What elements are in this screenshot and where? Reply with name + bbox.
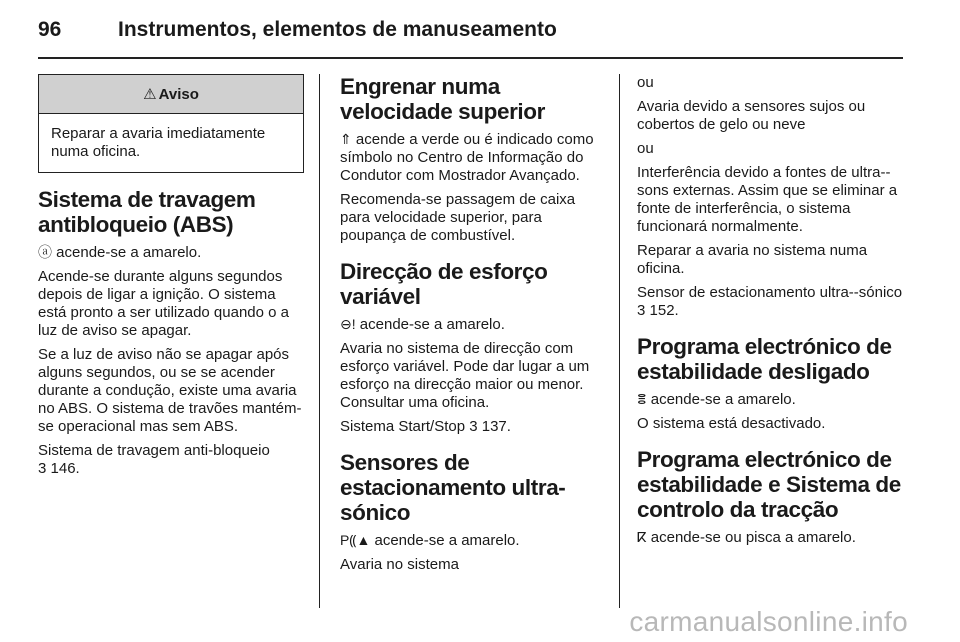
- watermark: carmanualsonline.info: [629, 606, 908, 637]
- parking-indicator-text: acende-se a amarelo.: [374, 532, 520, 549]
- parking-cont-paragraph: Reparar a avaria no sistema numa oficina.: [637, 242, 868, 277]
- parking-sensor-icon: P⸨▲: [340, 532, 371, 548]
- parking-cont-paragraph: Interferência devido a fontes de ultra--sons externas. Assim que se eliminar a fonte de interferência, o sistema funcionará normalmente.: [637, 164, 898, 235]
- esp-tc-indicator-text: acende-se ou pisca a amarelo.: [650, 529, 856, 546]
- steering-warning-icon: ⊖!: [340, 316, 356, 332]
- column-3: [637, 74, 907, 553]
- esp-off-paragraph: O sistema está desactivado.: [637, 415, 826, 432]
- steering-reference-page[interactable]: 137.: [481, 418, 511, 435]
- abs-reference: [38, 442, 304, 478]
- column-divider: [619, 74, 620, 608]
- steering-reference-text: Sistema Start/Stop: [340, 418, 466, 435]
- esp-off-icon: ⴻ: [637, 391, 647, 407]
- abs-indicator-line: [38, 243, 304, 262]
- steering-paragraph: Avaria no sistema de direcção com esforço variável. Pode dar lugar a um esforço na direcção maior ou menor. Consultar uma oficina.: [340, 340, 590, 411]
- page-ref-arrow-icon: 3: [637, 302, 646, 319]
- parking-heading: Sensores de estacionamento ultra-sónico: [340, 450, 566, 525]
- esp-off-heading: Programa electrónico de estabilidade desligado: [637, 334, 892, 384]
- column-1: [38, 74, 304, 484]
- esp-tc-heading: Programa electrónico de estabilidade e Sistema de controlo da tracção: [637, 447, 901, 522]
- upshift-text: acende a verde ou é indicado como símbolo no Centro de Informação do Condutor com Mostrador Avançado.: [340, 131, 594, 184]
- parking-paragraph: Avaria no sistema: [340, 556, 459, 573]
- page-ref-arrow-icon: 3: [469, 418, 478, 435]
- abs-heading: Sistema de travagem antibloqueio (ABS): [38, 187, 256, 237]
- header-divider: [38, 57, 903, 59]
- running-title: Instrumentos, elementos de manuseamento: [118, 18, 557, 41]
- steering-indicator-text: acende-se a amarelo.: [359, 316, 505, 333]
- parking-reference-page[interactable]: 152.: [649, 302, 679, 319]
- upshift-paragraph: Recomenda-se passagem de caixa para velocidade superior, para poupança de combustível.: [340, 191, 576, 244]
- parking-cont-paragraph: ou: [637, 140, 654, 157]
- page-ref-arrow-icon: 3: [38, 460, 47, 477]
- abs-reference-text: Sistema de travagem anti-bloqueio: [38, 442, 270, 459]
- steering-heading: Direcção de esforço variável: [340, 259, 548, 309]
- upshift-heading: Engrenar numa velocidade superior: [340, 74, 545, 124]
- esp-off-indicator-text: acende-se a amarelo.: [650, 391, 796, 408]
- page-header: [38, 14, 918, 54]
- parking-reference: [637, 284, 907, 320]
- steering-reference: [340, 418, 606, 436]
- page-number: 96: [38, 18, 62, 41]
- warning-notice: [38, 74, 304, 173]
- abs-reference-page[interactable]: 146.: [50, 460, 80, 477]
- notice-header: [39, 75, 303, 114]
- parking-cont-paragraph: Avaria devido a sensores sujos ou cobertos de gelo ou neve: [637, 98, 866, 133]
- esp-tc-icon: ⴽ: [637, 529, 647, 545]
- warning-triangle-icon: ⚠: [143, 86, 157, 103]
- abs-paragraph: Acende-se durante alguns segundos depois de ligar a ignição. O sistema está pronto a ser utilizado quando o a luz de aviso se apagar.: [38, 268, 290, 339]
- column-divider: [319, 74, 320, 608]
- upshift-icon: ⇑: [340, 131, 352, 147]
- parking-indicator-line: [340, 531, 606, 550]
- abs-indicator-text: acende-se a amarelo.: [56, 244, 202, 261]
- esp-off-indicator-line: [637, 390, 907, 409]
- esp-tc-indicator-line: [637, 528, 907, 547]
- steering-indicator-line: [340, 315, 606, 334]
- column-2: [340, 74, 606, 580]
- upshift-indicator-line: [340, 130, 606, 185]
- abs-paragraph: Se a luz de aviso não se apagar após alguns segundos, ou se se acender durante a condução, existe uma avaria no ABS. O sistema de travões mantém-se operacional mas sem ABS.: [38, 346, 302, 435]
- notice-text: Reparar a avaria imediatamente numa oficina.: [51, 125, 266, 160]
- parking-reference-text: Sensor de estacionamento ultra--sónico: [637, 284, 903, 301]
- abs-indicator-icon: ⓐ: [38, 244, 52, 260]
- notice-title: Aviso: [158, 85, 199, 103]
- parking-cont-paragraph: ou: [637, 74, 654, 91]
